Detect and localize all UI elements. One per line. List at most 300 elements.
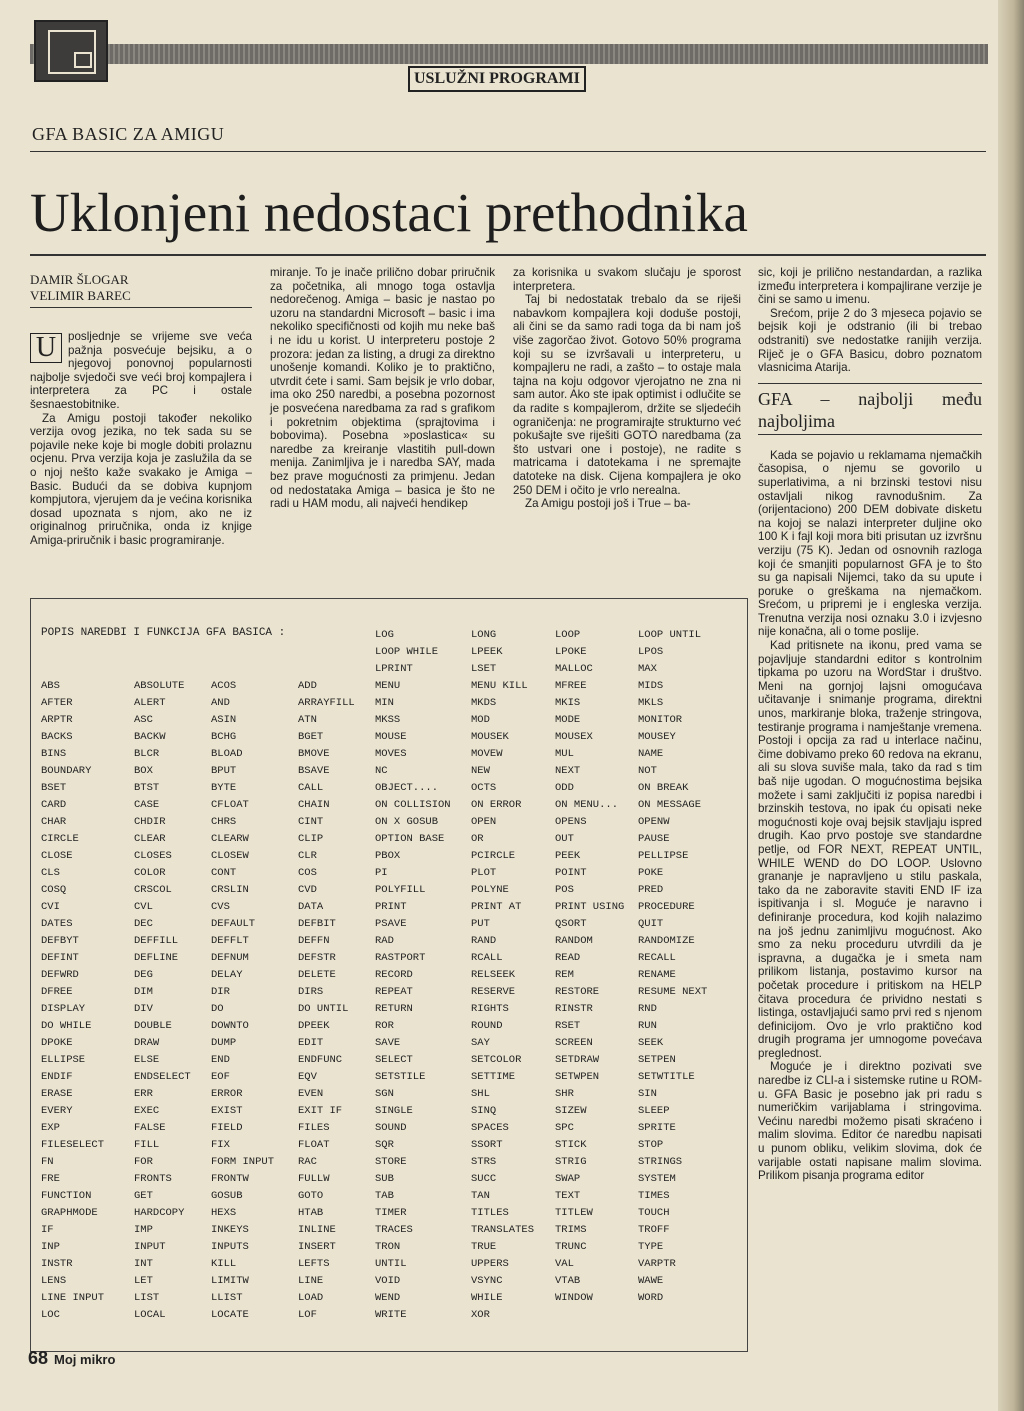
keyword-item: INPUTS [211, 1241, 249, 1253]
keyword-item: ROUND [471, 1020, 503, 1032]
keyword-item: POINT [555, 867, 587, 879]
keyword-item: FILESELECT [41, 1139, 105, 1151]
keyword-item: TIMER [375, 1207, 407, 1219]
keyword-item: KILL [211, 1258, 237, 1270]
keyword-item: SEEK [638, 1037, 664, 1049]
keyword-item: RND [638, 1003, 657, 1015]
keyword-item: BPUT [211, 765, 237, 777]
keyword-item: EDIT [298, 1037, 324, 1049]
keyword-item: AND [211, 697, 230, 709]
keyword-item: EVERY [41, 1105, 73, 1117]
keyword-item: ERROR [211, 1088, 243, 1100]
keyword-item: CVL [134, 901, 153, 913]
keyword-item: RAC [298, 1156, 317, 1168]
keyword-item: NOT [638, 765, 657, 777]
keyword-item: CVD [298, 884, 317, 896]
keyword-item: SYSTEM [638, 1173, 676, 1185]
keyword-item: PRINT AT [471, 901, 522, 913]
keyword-item: TAB [375, 1190, 394, 1202]
keyword-item: MKSS [375, 714, 401, 726]
keyword-item: DEC [134, 918, 153, 930]
keyword-item: STICK [555, 1139, 587, 1151]
keyword-item: SHR [555, 1088, 574, 1100]
keyword-item: PEEK [555, 850, 581, 862]
keyword-item: MIDS [638, 680, 664, 692]
keyword-item: NEW [471, 765, 490, 777]
keyword-item: MENU KILL [471, 680, 528, 692]
keyword-item: MOUSE [375, 731, 407, 743]
keyword-item: SWAP [555, 1173, 581, 1185]
keyword-item: DIV [134, 1003, 153, 1015]
keyword-item: WEND [375, 1292, 401, 1304]
keyword-item: SQR [375, 1139, 394, 1151]
subheading: GFA – najbolji među najboljima [758, 383, 982, 435]
keyword-item: DFREE [41, 986, 73, 998]
keyword-item: RESERVE [471, 986, 516, 998]
keyword-item: CRSCOL [134, 884, 172, 896]
keyword-item: CLEAR [134, 833, 166, 845]
keyword-item: DEFFLT [211, 935, 249, 947]
keyword-item: GOTO [298, 1190, 324, 1202]
keyword-item: HEXS [211, 1207, 237, 1219]
keyword-item: DPEEK [298, 1020, 330, 1032]
page-number: 68 [28, 1348, 49, 1368]
keyword-item: VARPTR [638, 1258, 676, 1270]
article-column-3 [513, 266, 741, 511]
keyword-item: OCTS [471, 782, 497, 794]
keyword-item: PRINT USING [555, 901, 625, 913]
page-edge [998, 0, 1024, 1411]
keyword-item: CHAIN [298, 799, 330, 811]
keyword-item: DIRS [298, 986, 324, 998]
paragraph: za korisnika u svakom slučaju je sporost interpretera. [513, 266, 741, 293]
keyword-item: DELETE [298, 969, 336, 981]
keyword-item: PLOT [471, 867, 497, 879]
author-name: DAMIR ŠLOGAR [30, 272, 129, 287]
keyword-column [211, 678, 274, 1324]
keyword-item: MALLOC [555, 663, 593, 675]
keyword-item: TEXT [555, 1190, 581, 1202]
keyword-item: MOVEW [471, 748, 503, 760]
paragraph: miranje. To je inače prilično dobar priručnik za početnika, ali mnogo toga ostavlja nedorečenog. Amiga – basic je nastao po uzoru na standardni Microsoft – basic i ima nekoliko specifičnosti od kojih mu neke baš i ne idu u korist. U interpreteru postoje 2 prozora: jedan za listing, a drugi za direktno unošenje komandi. Koliko je to praktično, utvrdit ćete i sami. Sam bejsik je vrlo dobar, ima oko 250 naredbi, a posebna pozornost je posvećena naredbama za rad s grafikom i pokretnim objektima (sprajtovima i bobovima). Posebna »poslastica« su naredbe za kreiranje vlastitih pull-down menija. Zanimljiva je i naredba SAY, mada bez prave mogućnosti za primjenu. Jedan od nedostataka Amiga – basica je što ne radi u HAM modu, ali najveći hendikep [270, 266, 495, 511]
keyword-item: VAL [555, 1258, 574, 1270]
keyword-item: LONG [471, 629, 497, 641]
keyword-item: LIMITW [211, 1275, 249, 1287]
keyword-item: HARDCOPY [134, 1207, 185, 1219]
keyword-item: ERASE [41, 1088, 73, 1100]
keyword-item: OBJECT.... [375, 782, 439, 794]
keyword-item: RASTPORT [375, 952, 426, 964]
keyword-item: OR [471, 833, 484, 845]
keyword-item: SHL [471, 1088, 490, 1100]
keyword-item: STOP [638, 1139, 664, 1151]
keyword-item: OPTION BASE [375, 833, 445, 845]
keyword-item: TRANSLATES [471, 1224, 535, 1236]
keyword-item: CHDIR [134, 816, 166, 828]
keyword-item: LPOKE [555, 646, 587, 658]
keyword-item: DEFNUM [211, 952, 249, 964]
keyword-item: FULLW [298, 1173, 330, 1185]
keyword-item: EXEC [134, 1105, 160, 1117]
drop-cap: U [30, 333, 62, 363]
keyword-item: TOUCH [638, 1207, 670, 1219]
keyword-item: LPOS [638, 646, 664, 658]
keyword-column [41, 678, 104, 1324]
header-bar [30, 44, 988, 64]
keyword-item: DEFFN [298, 935, 330, 947]
keyword-item: VSYNC [471, 1275, 503, 1287]
keyword-item: MOUSEX [555, 731, 593, 743]
keyword-item: CLOSES [134, 850, 172, 862]
keyword-item: LOF [298, 1309, 317, 1321]
keyword-item: FIELD [211, 1122, 243, 1134]
keyword-item: TAN [471, 1190, 490, 1202]
keyword-item: XOR [471, 1309, 490, 1321]
keyword-item: INKEYS [211, 1224, 249, 1236]
keyword-item: CALL [298, 782, 324, 794]
keyword-item: CHAR [41, 816, 67, 828]
keyword-item: SINQ [471, 1105, 497, 1117]
keyword-item: SIN [638, 1088, 657, 1100]
keyword-item: BYTE [211, 782, 237, 794]
keyword-item: OPEN [471, 816, 497, 828]
keyword-item: DOWNTO [211, 1020, 249, 1032]
keyword-item: RIGHTS [471, 1003, 509, 1015]
keyword-item: ON X GOSUB [375, 816, 439, 828]
keyword-item: SETTIME [471, 1071, 516, 1083]
paragraph: Za Amigu postoji još i True – ba- [525, 497, 691, 511]
keyword-item: TITLEW [555, 1207, 593, 1219]
keyword-item: ROR [375, 1020, 394, 1032]
keyword-item: LOCATE [211, 1309, 249, 1321]
keyword-item: CIRCLE [41, 833, 79, 845]
keyword-item: POKE [638, 867, 664, 879]
keyword-item: STRS [471, 1156, 497, 1168]
author-name: VELIMIR BAREC [30, 288, 131, 303]
keyword-item: ON COLLISION [375, 799, 451, 811]
keyword-item: EXIT IF [298, 1105, 343, 1117]
keyword-item: BLOAD [211, 748, 243, 760]
keyword-item: FN [41, 1156, 54, 1168]
keyword-item: GOSUB [211, 1190, 243, 1202]
keyword-item: MAX [638, 663, 657, 675]
article-column-2 [270, 266, 495, 511]
keyword-item: CRSLIN [211, 884, 249, 896]
keyword-item: DEFAULT [211, 918, 256, 930]
keyword-item: DEFINT [41, 952, 79, 964]
keyword-item: OPENW [638, 816, 670, 828]
keyword-item: CVS [211, 901, 230, 913]
keyword-item: RETURN [375, 1003, 413, 1015]
keyword-item: REPEAT [375, 986, 413, 998]
paragraph: Za Amigu postoji također nekoliko verzija ovog jezika, no tek sada su se pojavile neke koje bi mogle dobiti prolaznu ocjenu. Prva verzija koja je zaslužila da se o njoj nešto kaže svakako je Amiga – Basic. Budući da se dobiva kupnjom kompjutora, vjerujem da je većina korisnika dosad upoznata s njom, ako ne iz originalnog priručnika, onda iz knjige Amiga-priručnik i basic programiranje. [30, 411, 252, 547]
keyword-item: CLIP [298, 833, 324, 845]
keyword-item: DATES [41, 918, 73, 930]
keyword-item: SETWPEN [555, 1071, 600, 1083]
keyword-item: DIR [211, 986, 230, 998]
keyword-item: UPPERS [471, 1258, 509, 1270]
keyword-item: LINE [298, 1275, 324, 1287]
keyword-item: RELSEEK [471, 969, 516, 981]
keyword-item: SAVE [375, 1037, 401, 1049]
keyword-item: BTST [134, 782, 160, 794]
keyword-item: MFREE [555, 680, 587, 692]
keyword-item: INLINE [298, 1224, 336, 1236]
keyword-item: DEFLINE [134, 952, 179, 964]
keyword-item: WRITE [375, 1309, 407, 1321]
keyword-item: SCREEN [555, 1037, 593, 1049]
keyword-item: LOOP [555, 629, 581, 641]
keyword-item: SLEEP [638, 1105, 670, 1117]
keyword-item: CLOSEW [211, 850, 249, 862]
keyword-item: SETPEN [638, 1054, 676, 1066]
keyword-item: WAWE [638, 1275, 664, 1287]
keyword-item: WINDOW [555, 1292, 593, 1304]
keyword-item: ARRAYFILL [298, 697, 355, 709]
keyword-item: LPRINT [375, 663, 413, 675]
keyword-item: LOAD [298, 1292, 324, 1304]
keyword-item: LET [134, 1275, 153, 1287]
keyword-item: LPEEK [471, 646, 503, 658]
keyword-item: FUNCTION [41, 1190, 92, 1202]
keyword-item: RAND [471, 935, 497, 947]
keyword-item: TYPE [638, 1241, 664, 1253]
keyword-item: FILES [298, 1122, 330, 1134]
keyword-item: CONT [211, 867, 237, 879]
paragraph: Moguće je i direktno pozivati sve naredbe iz CLI-a i sistemske rutine u ROM-u. GFA Basic je posebno jak pri radu s numeričkim varijablama i stringovima. Većinu naredbi možemo pisati skraćeno i malim slovima. Editor će naredbu napisati u punom obliku, velikim slovima, dok će varijable ostati napisane malim slovima. Prilikom pisanja programa editor [758, 1060, 982, 1183]
keyword-item: PBOX [375, 850, 401, 862]
keyword-item: ON ERROR [471, 799, 522, 811]
keyword-item: DISPLAY [41, 1003, 86, 1015]
section-tag: USLUŽNI PROGRAMI [408, 66, 586, 92]
keyword-item: DOUBLE [134, 1020, 172, 1032]
keyword-item: DEFSTR [298, 952, 336, 964]
keyword-item: ALERT [134, 697, 166, 709]
keyword-item: SETCOLOR [471, 1054, 522, 1066]
keyword-item: SETSTILE [375, 1071, 426, 1083]
keyword-item: CHRS [211, 816, 237, 828]
keyword-item: CLS [41, 867, 60, 879]
keyword-item: PCIRCLE [471, 850, 516, 862]
keyword-item: PELLIPSE [638, 850, 689, 862]
keyword-item: SPRITE [638, 1122, 676, 1134]
keyword-column [555, 627, 624, 1307]
keyword-item: INP [41, 1241, 60, 1253]
paragraph: Srećom, prije 2 do 3 mjeseca pojavio se bejsik koji je odstranio (ili bi trebao odstraniti) sve nedostatke ranijih verzija. Riječ je o GFA Basicu, dobro poznatom vlasnicima Atarija. [758, 306, 982, 375]
divider [30, 254, 986, 256]
keyword-item: WORD [638, 1292, 664, 1304]
keyword-item: CLR [298, 850, 317, 862]
keyword-item: ON MENU... [555, 799, 619, 811]
article-column-1 [30, 330, 252, 548]
keyword-item: MENU [375, 680, 401, 692]
keyword-item: EXP [41, 1122, 60, 1134]
keyword-item: PSAVE [375, 918, 407, 930]
keyword-item: IMP [134, 1224, 153, 1236]
keyword-item: CVI [41, 901, 60, 913]
keyword-item: BACKW [134, 731, 166, 743]
keyword-item: FOR [134, 1156, 153, 1168]
keyword-item: AFTER [41, 697, 73, 709]
keyword-item: EOF [211, 1071, 230, 1083]
keyword-item: TROFF [638, 1224, 670, 1236]
keyword-item: MKDS [471, 697, 497, 709]
keyword-item: NAME [638, 748, 664, 760]
keyword-item: VTAB [555, 1275, 581, 1287]
keyword-item: COLOR [134, 867, 166, 879]
keyword-item: QSORT [555, 918, 587, 930]
keyword-item: RESTORE [555, 986, 600, 998]
keyword-item: HTAB [298, 1207, 324, 1219]
keyword-item: EVEN [298, 1088, 324, 1100]
keyword-item: POS [555, 884, 574, 896]
keyword-item: SUCC [471, 1173, 497, 1185]
keyword-item: DIM [134, 986, 153, 998]
keyword-item: CARD [41, 799, 67, 811]
keyword-column [638, 627, 707, 1307]
keyword-item: MKIS [555, 697, 581, 709]
keyword-item: DUMP [211, 1037, 237, 1049]
keyword-item: SETWTITLE [638, 1071, 695, 1083]
keyword-item: LOG [375, 629, 394, 641]
keyword-item: SPC [555, 1122, 574, 1134]
keyword-item: OPENS [555, 816, 587, 828]
keyword-item: MUL [555, 748, 574, 760]
keyword-item: DEFBYT [41, 935, 79, 947]
keyword-item: ABS [41, 680, 60, 692]
keyword-item: CLOSE [41, 850, 73, 862]
keyword-column [298, 678, 355, 1324]
keyword-item: DPOKE [41, 1037, 73, 1049]
keyword-item: LOOP UNTIL [638, 629, 702, 641]
keyword-item: MKLS [638, 697, 664, 709]
keyword-item: DO WHILE [41, 1020, 92, 1032]
keyword-item: FRE [41, 1173, 60, 1185]
keyword-item: PAUSE [638, 833, 670, 845]
keyword-item: MODE [555, 714, 581, 726]
keyword-item: VOID [375, 1275, 401, 1287]
keyword-item: INPUT [134, 1241, 166, 1253]
keyword-item: TRIMS [555, 1224, 587, 1236]
keyword-item: MIN [375, 697, 394, 709]
keyword-item: ASC [134, 714, 153, 726]
keyword-item: PI [375, 867, 388, 879]
keyword-item: RECORD [375, 969, 413, 981]
disk-icon [34, 20, 108, 82]
keyword-item: INT [134, 1258, 153, 1270]
keyword-item: SSORT [471, 1139, 503, 1151]
keyword-item: INSTR [41, 1258, 73, 1270]
keyword-item: MOUSEK [471, 731, 509, 743]
keyword-item: DEFFILL [134, 935, 179, 947]
keyword-item: ATN [298, 714, 317, 726]
keyword-item: FRONTS [134, 1173, 172, 1185]
keyword-item: ON BREAK [638, 782, 689, 794]
keyword-item: STORE [375, 1156, 407, 1168]
keyword-item: CLEARW [211, 833, 249, 845]
keyword-item: LOCAL [134, 1309, 166, 1321]
keyword-item: CINT [298, 816, 324, 828]
keyword-item: MOUSEY [638, 731, 676, 743]
keyword-item: WHILE [471, 1292, 503, 1304]
keyword-item: BSET [41, 782, 67, 794]
keyword-item: ADD [298, 680, 317, 692]
keyword-item: BMOVE [298, 748, 330, 760]
keyword-column [375, 627, 451, 1324]
paragraph: sic, koji je prilično nestandardan, a razlika između interpretera i kompajlirane verzije je čini se samo u imenu. [758, 266, 982, 307]
keyword-item: READ [555, 952, 581, 964]
keyword-item: SETDRAW [555, 1054, 600, 1066]
keyword-item: SOUND [375, 1122, 407, 1134]
keyword-item: FILL [134, 1139, 160, 1151]
keyword-item: RANDOMIZE [638, 935, 695, 947]
keyword-item: ERR [134, 1088, 153, 1100]
keyword-item: LENS [41, 1275, 67, 1287]
keyword-item: LSET [471, 663, 497, 675]
keyword-item: ARPTR [41, 714, 73, 726]
keyword-item: SGN [375, 1088, 394, 1100]
keyword-item: RESUME NEXT [638, 986, 708, 998]
keyword-item: PRED [638, 884, 664, 896]
keyword-item: ODD [555, 782, 574, 794]
keyword-item: BSAVE [298, 765, 330, 777]
keyword-item: SUB [375, 1173, 394, 1185]
keyword-item: ELLIPSE [41, 1054, 86, 1066]
keyword-item: RSET [555, 1020, 581, 1032]
keyword-item: CFLOAT [211, 799, 249, 811]
keyword-item: DELAY [211, 969, 243, 981]
keyword-item: DO UNTIL [298, 1003, 349, 1015]
keyword-item: LOC [41, 1309, 60, 1321]
divider [30, 151, 986, 152]
page-footer [28, 1348, 115, 1369]
keyword-item: COS [298, 867, 317, 879]
keyword-item: POLYFILL [375, 884, 426, 896]
keyword-item: MONITOR [638, 714, 683, 726]
keyword-item: ENDIF [41, 1071, 73, 1083]
keyword-item: GRAPHMODE [41, 1207, 98, 1219]
headline: Uklonjeni nedostaci prethodnika [30, 182, 748, 243]
keyword-item: DATA [298, 901, 324, 913]
keyword-item: SIZEW [555, 1105, 587, 1117]
keyword-item: FRONTW [211, 1173, 249, 1185]
keyword-item: DEFBIT [298, 918, 336, 930]
keyword-item: FLOAT [298, 1139, 330, 1151]
keyword-item: DEG [134, 969, 153, 981]
keyword-item: ON MESSAGE [638, 799, 702, 811]
keyword-item: EXIST [211, 1105, 243, 1117]
keyword-item: GET [134, 1190, 153, 1202]
keyword-item: LIST [134, 1292, 160, 1304]
paragraph: Taj bi nedostatak trebalo da se riješi nabavkom kompajlera koji doduše postoji, ali čini se da samo radi toga da bi nam još više zagorčao život. Gotovo 50% programa koji su se izvršavali u interpreteru, u kompajleru ne radi, a zašto – to ostaje mala tajna na koju odgovor vjerojatno ne zna ni sam autor. Ako ste ipak optimist i odlučite se da radite s kompajlerom, držite se sljedećih ograničenja: ne programirajte strukturno već pokušajte sve riješiti GOTO naredbama (za što ustvari one i postoje), ne radite s matricama i datotekama i ne spremajte datoteke na disk. Cijena kompajlera je oko 250 DEM i očito je vrlo nerealna. [513, 293, 741, 497]
keyword-item: BGET [298, 731, 324, 743]
keyword-item: PRINT [375, 901, 407, 913]
keyword-item: MOVES [375, 748, 407, 760]
paragraph: Kad pritisnete na ikonu, pred vama se pojavljuje standardni editor s kontrolnim tipkama po uzoru na WordStar i društvo. Meni na gornjoj lajsni omogućava učitavanje i snimanje programa, direktni unos, markiranje bloka, traženje stringova, testiranje programa i namještanje vremena. Postoji i opcija za rad u interlace načinu, čime dobivamo preko 60 redova na ekranu, ali su slova suviše mala, tako da rad s tim baš nije ugodan. O mogućnostima bejsika možete i sami zaključiti iz popisa naredbi i brzinskih testova, no ipak ću opisati neke mogućnosti koje ovaj bejsik stavljaju ispred drugih. Kao prvo postoje sve standardne petlje, od FOR NEXT, REPEAT UNTIL, WHILE WEND do DO LOOP. Uslovno grananje je napravljeno u stilu paskala, tako da ne zaboravite staviti END IF iza ispitivanja i sl. Moguće je naravno i definiranje procedura, kod kojih nalazimo na još jednu zanimljivu mogućnost. Ako smo za neku proceduru utvrdili da je ispravna, a dugačka je i smeta nam prilikom listanja, postavimo kursor na početak procedure i pritiskom na HELP čitava procedura će prividno nestati s listinga, ostavljajući samo prvi red s njenom definicijom. Ovo je vrlo praktično kod drugih programa jer umnogome povećava preglednost. [758, 639, 982, 1060]
keyword-item: TRON [375, 1241, 401, 1253]
keyword-item: SINGLE [375, 1105, 413, 1117]
keyword-item: STRIG [555, 1156, 587, 1168]
keyword-item: PROCEDURE [638, 901, 695, 913]
keyword-item: RUN [638, 1020, 657, 1032]
keyword-item: SAY [471, 1037, 490, 1049]
keyword-item: MOD [471, 714, 490, 726]
keyword-item: PUT [471, 918, 490, 930]
keyword-item: DEFWRD [41, 969, 79, 981]
keyword-item: NEXT [555, 765, 581, 777]
keyword-item: LOOP WHILE [375, 646, 439, 658]
keyword-item: ABSOLUTE [134, 680, 185, 692]
